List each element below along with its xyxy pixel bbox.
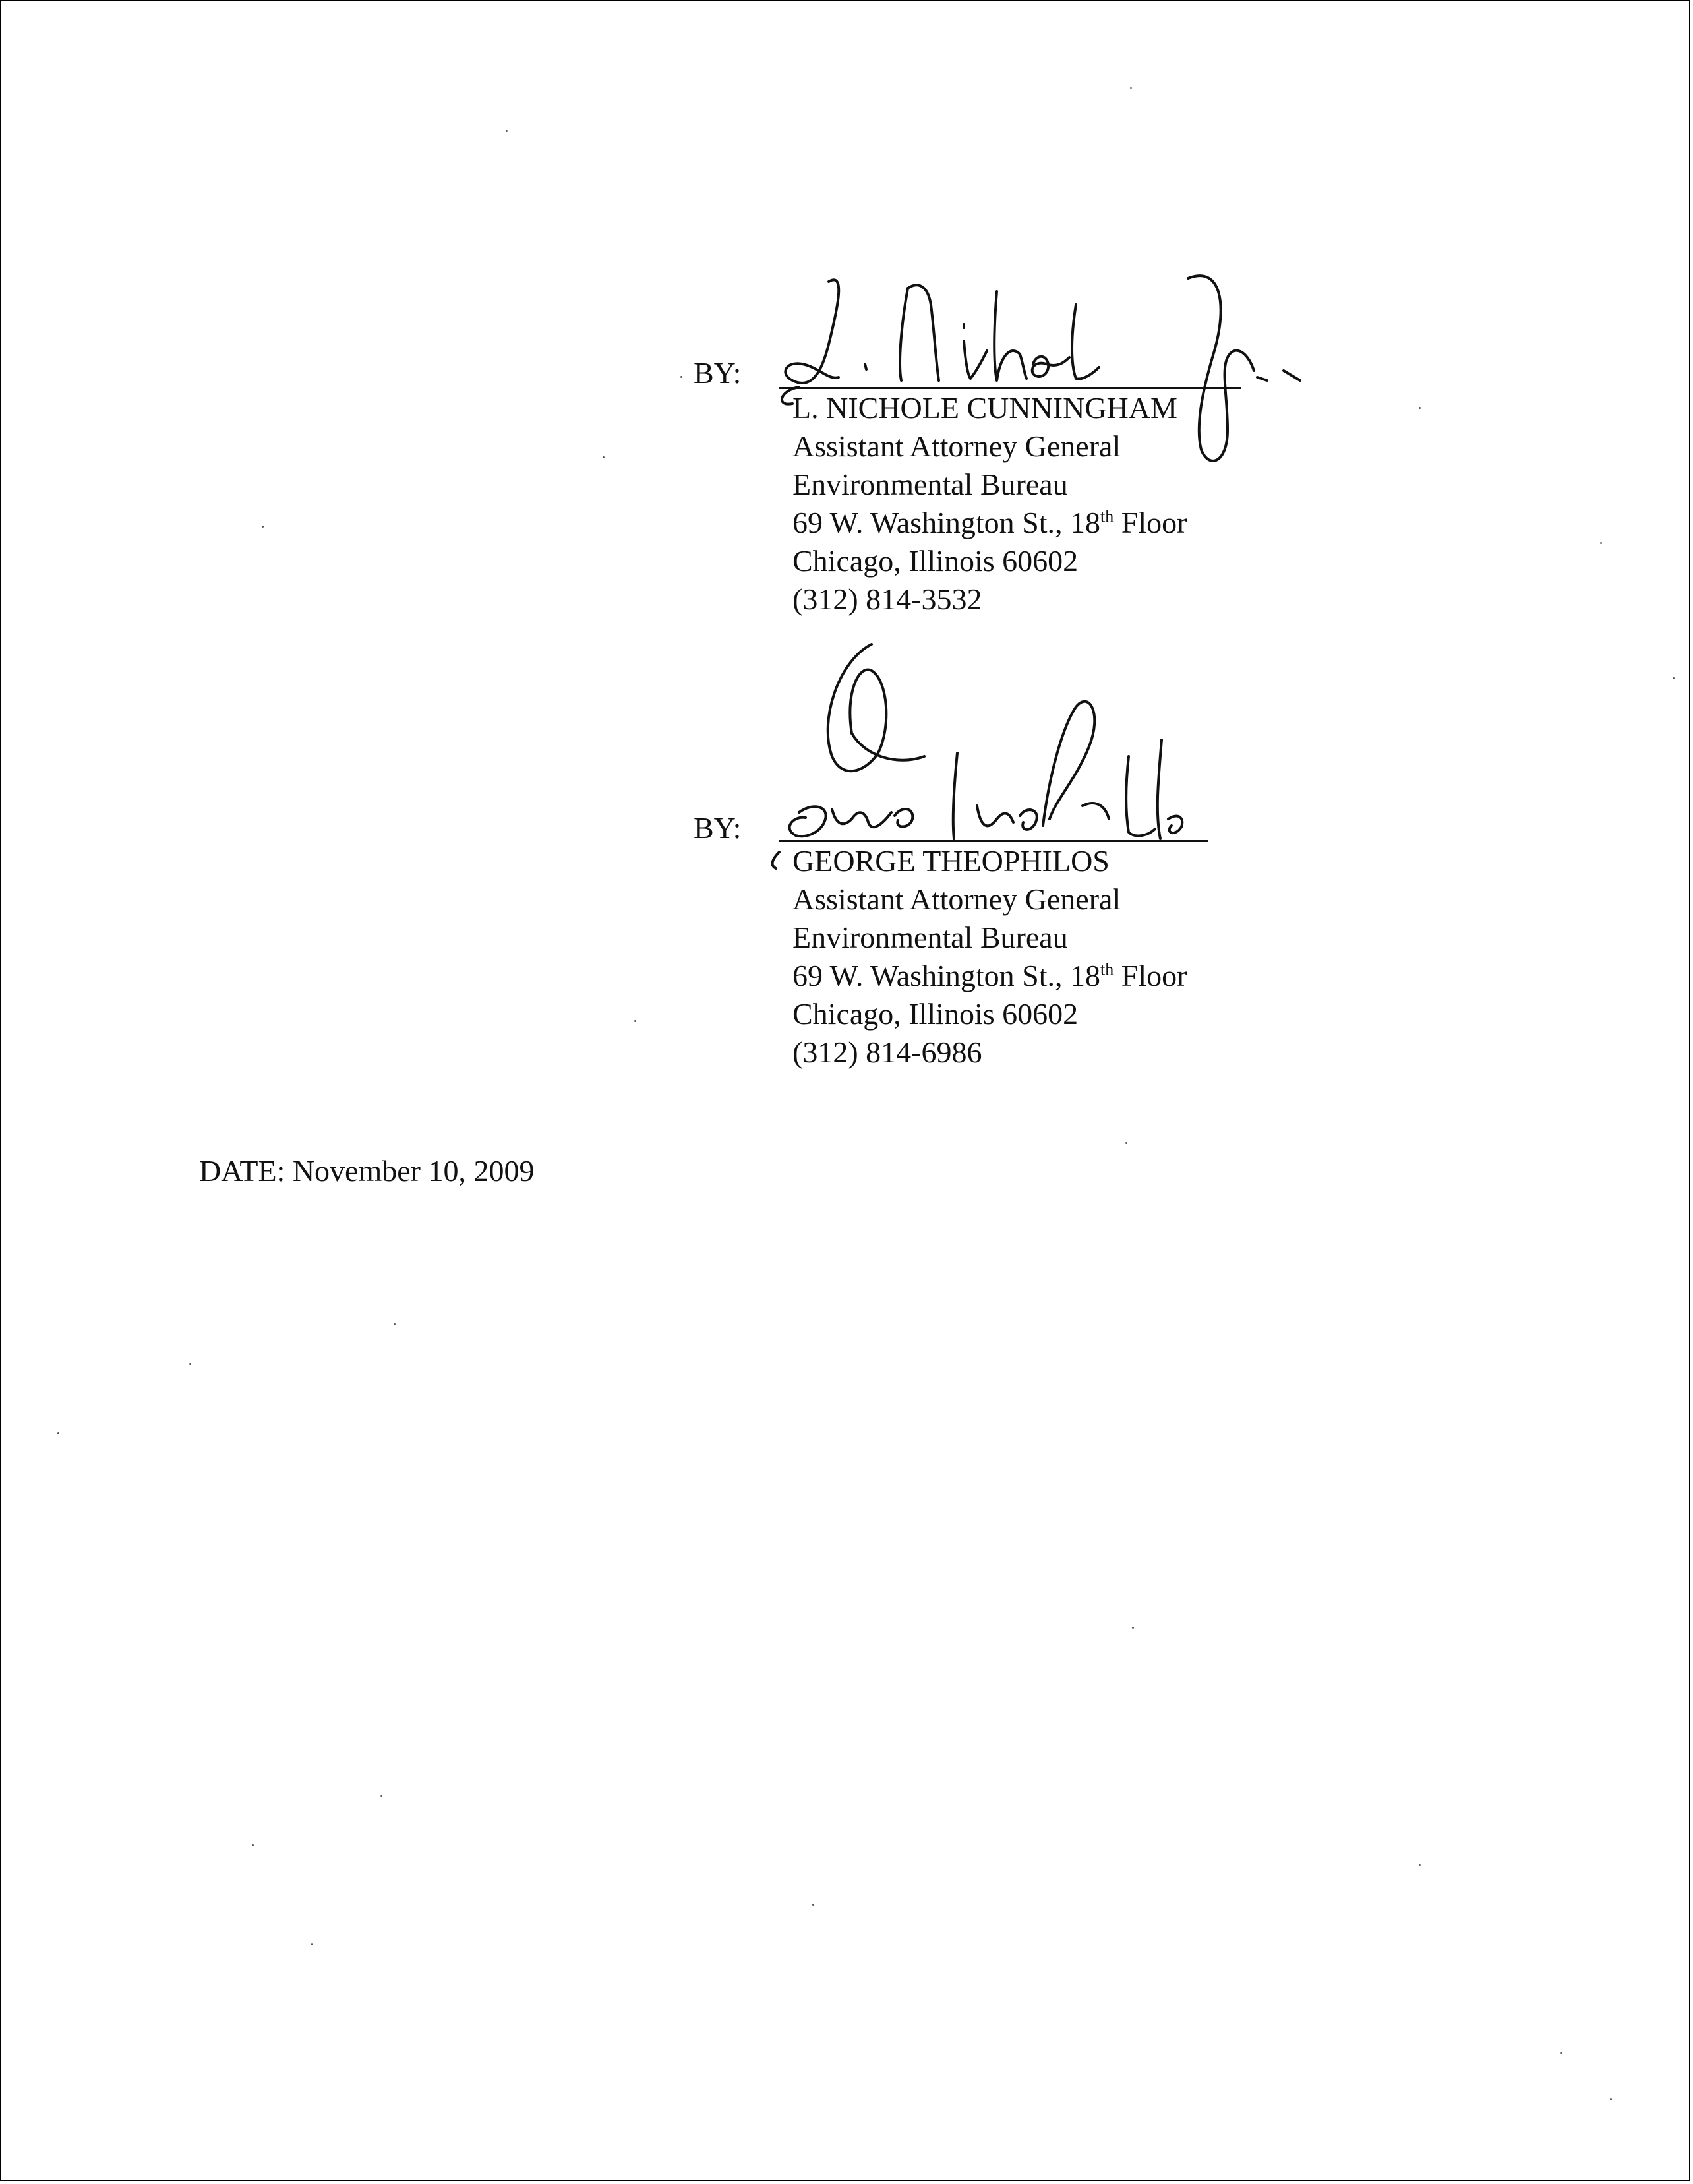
signatory-phone: (312) 814-6986: [792, 1035, 982, 1069]
by-label-1: BY:: [694, 356, 742, 390]
date-line: DATE: November 10, 2009: [199, 1154, 535, 1188]
signatory-city: Chicago, Illinois 60602: [792, 997, 1079, 1031]
scan-speck: [1600, 542, 1602, 544]
address-superscript: th: [1100, 959, 1114, 979]
scan-speck: [680, 376, 682, 378]
scan-speck: [1560, 2052, 1562, 2054]
signatory-city: Chicago, Illinois 60602: [792, 544, 1079, 578]
scan-speck: [1132, 1627, 1134, 1629]
signatory-title: Assistant Attorney General: [792, 429, 1121, 463]
scan-speck: [1125, 1142, 1127, 1144]
scan-speck: [252, 1844, 254, 1846]
signatory-block-1: [792, 389, 1187, 619]
scan-speck: [1419, 407, 1421, 409]
signatory-address: [792, 957, 1187, 995]
address-superscript: th: [1100, 506, 1114, 526]
scan-speck: [57, 1432, 59, 1434]
scan-speck: [1673, 677, 1675, 679]
by-label-2: BY:: [694, 811, 742, 845]
address-floor: Floor: [1114, 959, 1187, 992]
scan-speck: [1610, 2098, 1612, 2100]
scan-speck: [603, 456, 605, 458]
signatory-address: [792, 504, 1187, 542]
signatory-title: Assistant Attorney General: [792, 882, 1121, 916]
signatory-name: GEORGE THEOPHILOS: [792, 844, 1110, 878]
scan-speck: [380, 1795, 382, 1797]
address-street: 69 W. Washington St., 18: [792, 959, 1101, 992]
signatory-bureau: Environmental Bureau: [792, 921, 1068, 954]
address-floor: Floor: [1114, 506, 1187, 539]
scan-speck: [812, 1904, 814, 1906]
signatory-bureau: Environmental Bureau: [792, 468, 1068, 501]
scan-speck: [506, 130, 508, 132]
signatory-block-2: [792, 842, 1187, 1072]
scan-speck: [311, 1943, 313, 1945]
address-street: 69 W. Washington St., 18: [792, 506, 1101, 539]
scan-speck: [1130, 87, 1132, 89]
signatory-name: L. NICHOLE CUNNINGHAM: [792, 391, 1177, 425]
scan-speck: [262, 526, 264, 528]
scan-speck: [1419, 1864, 1421, 1866]
scan-speck: [189, 1363, 191, 1365]
scan-speck: [394, 1323, 396, 1325]
scan-speck: [634, 1020, 636, 1022]
signatory-phone: (312) 814-3532: [792, 582, 982, 616]
